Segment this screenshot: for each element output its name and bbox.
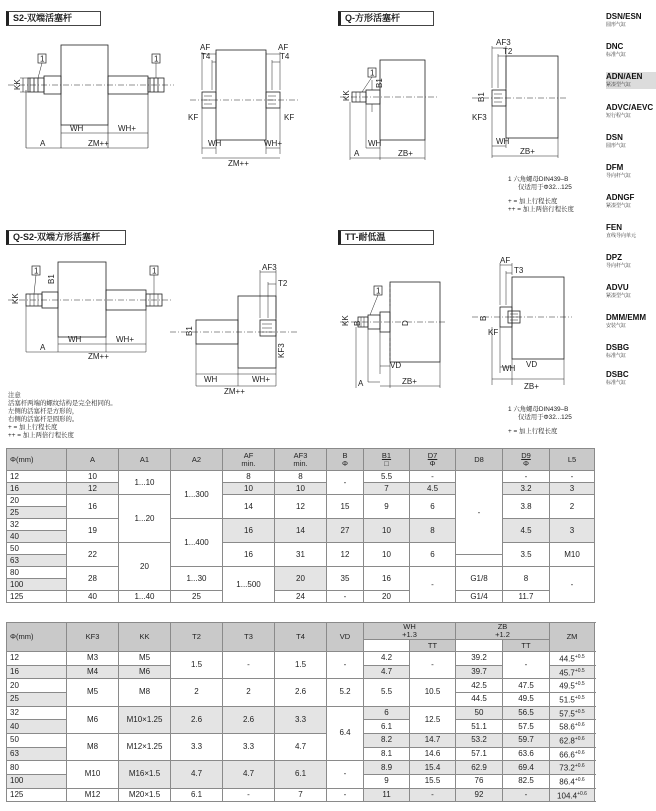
dimension-table-2: Φ(mm) KF3 KK T2 T3 T4 VD WH +1.3 ZB +1.2 ZM TT TT 12 M3 M5 1.5 - 1.5 - 4.2 - 39.2 - $44.5^{+0.5}$ 16 M4 M6 4.7 39.7 $45.7^{+0.5}$ 20 M5 M8 2 2 2.6 5.2 5.5 10.5 42.5 47.5 $49.5^{+0.5}$ 25 44.5 49.5 $51.5^{+0.5}$ 32 M6 M10×1.25 2.6 2.6 3.3 6.4 6 12.5 50 56.5 $57.5^{+0.5}$ 40 6.1 51.1 57.5 $58.6^{+0.6}$ 50 M8 M12×1.25 3.3 3.3 4.7 8.2 14.7 53.2 59.7 $62.8^{+0.6}$ 63 8.1 14.6 57.1 63.6 $66.6^{+0.6}$ 80 M10 M16×1.5 4.7 4.7 6.1 - 8.9 15.4 62.9 69.4 $73.2^{+0.6}$ 100 9 15.5 76 82.5 $86.4^{+0.6}$ 125 M12 M20×1.5 6.1 - 7 - 11 - 92 - $104.4^{+0.6}$ [6,622,595,802]
callout-1: 1 [40,54,45,64]
table-row: 125 40 1...40 25 24 - 20 G1/4 11.7 [7,591,595,603]
dim-t4: T4 [280,52,290,61]
dim-kf: KF [284,113,295,122]
sidebar-item-dsn-esn[interactable]: DSN/ESN 圆形气缸 [606,12,642,28]
dim-zb: ZB+ [398,149,413,158]
dim-wh: WH [502,364,516,373]
dim-kf3: KF3 [277,343,286,358]
dim-af3: AF3 [262,263,277,272]
col-header: T2 [171,623,223,652]
section-title-q: Q-方形活塞杆 [338,11,434,26]
col-header: B1 □ [364,449,410,471]
col-header: ZB +1.2 [456,623,550,640]
note-line: 仅适用于Φ32...125 [518,184,572,191]
diagram-s2-side [6,30,188,180]
sidebar-item-dfm[interactable]: DFM 导向杆气缸 [606,163,632,179]
dim-b1: B1 [185,326,194,336]
dim-b1: B1 [477,92,486,102]
note-line: 1 六角螺母DIN439–B [508,406,569,413]
dim-kf: KF [488,328,499,337]
table-row: 32 M6 M10×1.25 2.6 2.6 3.3 6.4 6 12.5 50 56.5 $57.5^{+0.5}$ [7,706,595,720]
note-line: 右侧的活塞杆是圆形的。 [8,416,79,423]
dim-kf3: KF3 [472,113,487,122]
table-row: 80 28 1...30 1...500 20 35 16 - G1/8 8 - [7,567,595,579]
table-row: 12 10 1...10 1...300 8 8 - 5.5 - - - - [7,471,595,483]
dim-b1: B1 [375,78,384,88]
diagram-tt-section [470,255,575,395]
dim-wh: WH [68,335,82,344]
dim-a: A [358,379,364,388]
dim-vd: VD [390,361,402,370]
dim-zm: ZM++ [88,352,109,361]
sidebar-item-fen[interactable]: FEN 直线导向单元 [606,223,637,239]
callout-1: 1 [376,286,381,296]
col-header: D8 [456,449,503,471]
diagram-s2-section [188,40,308,170]
dim-zm: ZM++ [88,139,109,148]
diagram-tt-side [338,262,448,392]
table-row: 16 M4 M6 4.7 39.7 $45.7^{+0.5}$ [7,665,595,679]
callout-1: 1 [154,54,159,64]
dim-t4: T4 [201,52,211,61]
dim-wh-plus: WH+ [118,124,136,133]
table-row: 20 16 1...20 14 12 15 9 6 3.8 2 [7,495,595,507]
dim-kk: KK [341,315,350,326]
diagram-qs2-section [168,262,308,397]
dim-wh: WH [496,137,510,146]
col-header: A [67,449,119,471]
table-row: 20 M5 M8 2 2 2.6 5.2 5.5 10.5 42.5 47.5 $49.5^{+0.5}$ [7,679,595,693]
sidebar-item-adngf[interactable]: ADNGF 紧凑型气缸 [606,193,635,209]
dim-wh-plus: WH+ [264,139,282,148]
col-header: D9 Φ [503,449,550,471]
sidebar-item-advc-aevc[interactable]: ADVC/AEVC 短行程气缸 [606,103,654,119]
table-row: 50 22 20 16 31 12 10 6 3.5 M10 [7,543,595,555]
dim-kf: KF [188,113,199,122]
dim-zm: ZM++ [224,387,245,396]
diagram-q-section [470,36,570,166]
dim-zb: ZB+ [524,382,539,391]
callout-1: 1 [34,266,39,276]
table-row: 32 19 1...400 16 14 27 10 8 4.5 3 [7,519,595,531]
col-header: AF min. [223,449,275,471]
product-sidebar [600,0,656,400]
dimension-table-1 [6,448,595,603]
dim-t2: T2 [503,47,513,56]
col-header: ZM [550,623,595,652]
diagram-q-side [338,40,448,165]
dim-t3: T3 [514,266,524,275]
col-header: L5 [550,449,595,471]
dim-a: A [40,139,46,148]
qs2-notes [8,392,117,440]
table-row: 50 M8 M12×1.25 3.3 3.3 4.7 8.2 14.7 53.2 59.7 $62.8^{+0.6}$ [7,733,595,747]
q-notes [508,176,574,214]
col-header: T4 [275,623,327,652]
dim-af3: AF3 [496,38,511,47]
table-row: 40 6.1 51.1 57.5 $58.6^{+0.6}$ [7,720,595,734]
table-row: 40 [7,531,595,543]
sidebar-item-dsbc[interactable]: DSBC 标准气缸 [606,370,629,386]
table-row: 100 [7,579,595,591]
sidebar-item-dsbg[interactable]: DSBG 标准气缸 [606,343,630,359]
sidebar-item-advu[interactable]: ADVU 紧凑型气缸 [606,283,632,299]
dim-af: AF [500,256,511,265]
note-line: 注意 [8,392,21,399]
table-row: 25 [7,507,595,519]
table-row: 25 44.5 49.5 $51.5^{+0.5}$ [7,692,595,706]
note-line: + = 加上行程长度 [508,428,558,435]
sidebar-item-adn-aen[interactable]: ADN/AEN 紧凑型气缸 [606,72,656,89]
col-header: A1 [119,449,171,471]
col-header: WH +1.3 [364,623,456,640]
dim-zb: ZB+ [520,147,535,156]
note-line: + = 加上行程长度 [8,424,58,431]
callout-1: 1 [152,266,157,276]
table-row: 125 M12 M20×1.5 6.1 - 7 - 11 - 92 - $104.4^{+0.6}$ [7,788,595,802]
col-header: Φ(mm) [7,449,67,471]
dim-vd: VD [526,360,538,369]
note-line: 活塞杆两端的螺纹结构是完全相同的。 [8,400,117,407]
tt-notes [508,406,572,436]
col-header: B Φ [327,449,364,471]
dim-a: A [40,343,46,352]
col-header: Φ(mm) [7,623,67,652]
table-row: 63 8.1 14.6 57.1 63.6 $66.6^{+0.6}$ [7,747,595,761]
table-row: 80 M10 M16×1.5 4.7 4.7 6.1 - 8.9 15.4 62.9 69.4 $73.2^{+0.6}$ [7,761,595,775]
col-header: A2 [171,449,223,471]
col-header: VD [327,623,364,652]
note-line: ++ = 加上两倍行程长度 [8,432,74,439]
note-line: 左侧的活塞杆是方形的， [8,408,79,415]
callout-1: 1 [370,68,375,78]
dim-wh: WH [368,139,382,148]
col-header: KF3 [67,623,119,652]
dim-d: D [401,320,410,326]
col-header: D7 Φ [410,449,456,471]
col-header: T3 [223,623,275,652]
dim-af: AF [200,43,211,52]
dim-kk: KK [11,293,20,304]
section-title-tt: TT-耐低温 [338,230,434,245]
dim-wh-plus: WH+ [252,375,270,384]
sidebar-item-dpz[interactable]: DPZ 导向杆气缸 [606,253,632,269]
dim-a: A [354,149,360,158]
dim-kk: KK [342,90,351,101]
sidebar-item-dnc[interactable]: DNC 标准气缸 [606,42,627,58]
dim-wh: WH [204,375,218,384]
sidebar-item-dsn[interactable]: DSN 圆形气缸 [606,133,627,149]
table-row: 16 12 10 10 7 4.5 3.2 3 [7,483,595,495]
dim-kk: KK [13,79,22,90]
dim-af: AF [278,43,289,52]
col-header: AF3 min. [275,449,327,471]
col-header: KK [119,623,171,652]
note-line: 仅适用于Φ32...125 [518,414,572,421]
dim-b1: B1 [47,274,56,284]
dim-t2: T2 [278,279,288,288]
table-row: 63 [7,555,595,567]
dim-b: B [353,320,362,326]
dim-wh-plus: WH+ [116,335,134,344]
note-line: 1 六角螺母DIN439–B [508,176,569,183]
dim-zm: ZM++ [228,159,249,168]
section-title-qs2: Q-S2-双端方形活塞杆 [6,230,126,245]
sidebar-item-dmm-emm[interactable]: DMM/EMM 安装气缸 [606,313,646,329]
dim-b: B [479,315,488,321]
dim-wh: WH [70,124,84,133]
dim-zb: ZB+ [402,377,417,386]
diagram-qs2-side [6,252,176,362]
table-row: 100 9 15.5 76 82.5 $86.4^{+0.6}$ [7,774,595,788]
note-line: ++ = 加上两倍行程长度 [508,206,574,213]
note-line: + = 加上行程长度 [508,198,558,205]
dim-wh: WH [208,139,222,148]
table-row: 12 M3 M5 1.5 - 1.5 - 4.2 - 39.2 - $44.5^{+0.5}$ [7,652,595,666]
section-title-s2: S2-双端活塞杆 [6,11,101,26]
